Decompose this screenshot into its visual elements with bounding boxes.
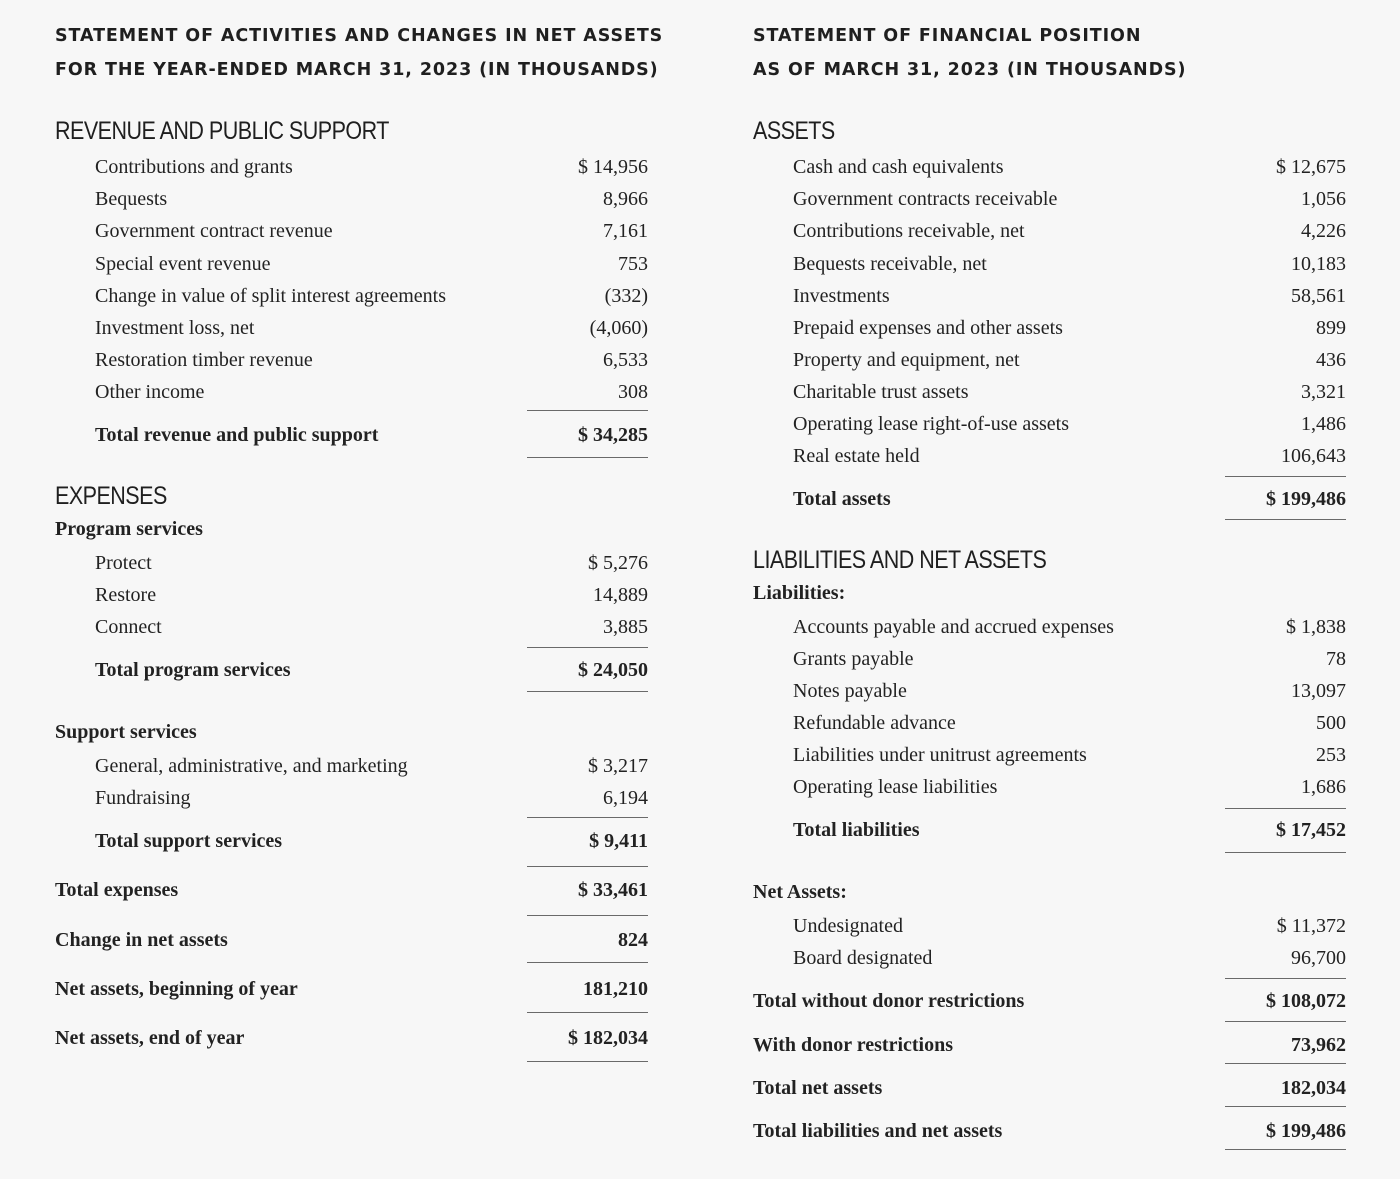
- support-row: [55, 784, 648, 812]
- revenue-amount: 8,966: [603, 188, 648, 210]
- change-net-assets-row: [55, 926, 648, 954]
- total-liab-net-amount: $ 199,486: [1266, 1120, 1346, 1142]
- activities-title-line2: FOR THE YEAR-ENDED MARCH 31, 2023 (IN THOUSANDS): [55, 60, 659, 80]
- rule: [527, 457, 648, 458]
- total-program-label: Total program services: [95, 659, 291, 681]
- net-asset-row: [753, 912, 1346, 940]
- asset-amount: 10,183: [1291, 253, 1346, 275]
- liability-label: Operating lease liabilities: [793, 776, 998, 798]
- asset-amount: 1,486: [1301, 413, 1346, 435]
- rule: [1225, 1063, 1346, 1064]
- rule: [1225, 978, 1346, 979]
- liability-row: [753, 773, 1346, 801]
- activities-title-line1: STATEMENT OF ACTIVITIES AND CHANGES IN NET ASSETS: [55, 26, 664, 46]
- revenue-row: [55, 250, 648, 278]
- total-without-donor-label: Total without donor restrictions: [753, 990, 1025, 1012]
- revenue-amount: 753: [618, 253, 648, 275]
- position-title-line2: AS OF MARCH 31, 2023 (IN THOUSANDS): [753, 60, 1187, 80]
- total-support-label: Total support services: [95, 830, 283, 852]
- asset-amount: 1,056: [1301, 188, 1346, 210]
- revenue-label: Change in value of split interest agreements: [95, 285, 447, 307]
- change-net-assets-amount: 824: [618, 929, 648, 951]
- asset-label: Contributions receivable, net: [793, 220, 1025, 242]
- support-amount: 6,194: [603, 787, 648, 809]
- liability-amount: $ 1,838: [1286, 616, 1346, 638]
- position-title-line1: STATEMENT OF FINANCIAL POSITION: [753, 26, 1142, 46]
- total-assets-label: Total assets: [793, 488, 891, 510]
- asset-label: Real estate held: [793, 445, 920, 467]
- total-revenue-row: [55, 421, 648, 449]
- total-liabilities-row: [753, 816, 1346, 844]
- total-without-donor-row: [753, 987, 1346, 1015]
- asset-row: [753, 410, 1346, 438]
- revenue-label: Government contract revenue: [95, 220, 333, 242]
- liability-row: [753, 741, 1346, 769]
- net-asset-amount: $ 11,372: [1276, 915, 1346, 937]
- revenue-row: [55, 282, 648, 310]
- rule: [527, 817, 648, 818]
- revenue-row: [55, 185, 648, 213]
- asset-label: Prepaid expenses and other assets: [793, 317, 1063, 339]
- support-label: General, administrative, and marketing: [95, 755, 408, 777]
- asset-label: Investments: [793, 285, 890, 307]
- total-revenue-amount: $ 34,285: [578, 424, 648, 446]
- revenue-label: Other income: [95, 381, 205, 403]
- support-label: Fundraising: [95, 787, 191, 809]
- revenue-heading: REVENUE AND PUBLIC SUPPORT: [55, 117, 389, 145]
- asset-row: [753, 442, 1346, 470]
- program-row: [55, 549, 648, 577]
- assets-heading: ASSETS: [753, 117, 835, 145]
- net-assets-begin-amount: 181,210: [583, 978, 648, 1000]
- revenue-label: Investment loss, net: [95, 317, 255, 339]
- liability-row: [753, 645, 1346, 673]
- net-assets-end-label: Net assets, end of year: [55, 1027, 245, 1049]
- program-label: Connect: [95, 616, 162, 638]
- asset-row: [753, 346, 1346, 374]
- total-support-row: [55, 827, 648, 855]
- asset-amount: 106,643: [1281, 445, 1346, 467]
- asset-amount: 4,226: [1301, 220, 1346, 242]
- rule: [527, 866, 648, 867]
- asset-row: [753, 185, 1346, 213]
- net-asset-row: [753, 944, 1346, 972]
- with-donor-label: With donor restrictions: [753, 1034, 954, 1056]
- revenue-amount: 7,161: [603, 220, 648, 242]
- with-donor-row: [753, 1031, 1346, 1059]
- support-services-heading: Support services: [55, 721, 197, 743]
- liability-row: [753, 613, 1346, 641]
- total-liabilities-amount: $ 17,452: [1276, 819, 1346, 841]
- total-net-assets-label: Total net assets: [753, 1077, 883, 1099]
- liability-label: Refundable advance: [793, 712, 956, 734]
- total-program-row: [55, 656, 648, 684]
- liabilities-net-assets-heading: LIABILITIES AND NET ASSETS: [753, 546, 1047, 574]
- rule: [1225, 476, 1346, 477]
- total-expenses-row: [55, 876, 648, 904]
- rule: [527, 962, 648, 963]
- net-asset-label: Undesignated: [793, 915, 903, 937]
- change-net-assets-label: Change in net assets: [55, 929, 228, 951]
- expenses-heading: EXPENSES: [55, 482, 167, 510]
- asset-label: Cash and cash equivalents: [793, 156, 1004, 178]
- program-amount: $ 5,276: [588, 552, 648, 574]
- liability-row: [753, 709, 1346, 737]
- total-liab-net-row: [753, 1117, 1346, 1145]
- liability-amount: 500: [1316, 712, 1346, 734]
- total-net-assets-row: [753, 1074, 1346, 1102]
- rule: [1225, 1106, 1346, 1107]
- support-row: [55, 752, 648, 780]
- asset-label: Bequests receivable, net: [793, 253, 987, 275]
- total-without-donor-amount: $ 108,072: [1266, 990, 1346, 1012]
- rule: [1225, 519, 1346, 520]
- liability-amount: 78: [1326, 648, 1346, 670]
- total-program-amount: $ 24,050: [578, 659, 648, 681]
- revenue-amount: 308: [618, 381, 648, 403]
- net-asset-amount: 96,700: [1291, 947, 1346, 969]
- asset-row: [753, 153, 1346, 181]
- total-liabilities-label: Total liabilities: [793, 819, 920, 841]
- net-assets-begin-row: [55, 975, 648, 1003]
- liability-label: Liabilities under unitrust agreements: [793, 744, 1087, 766]
- net-assets-end-row: [55, 1024, 648, 1052]
- rule: [527, 915, 648, 916]
- asset-row: [753, 378, 1346, 406]
- total-revenue-label: Total revenue and public support: [95, 424, 379, 446]
- revenue-row: [55, 346, 648, 374]
- net-assets-heading: Net Assets:: [753, 881, 847, 903]
- revenue-label: Restoration timber revenue: [95, 349, 313, 371]
- total-expenses-amount: $ 33,461: [578, 879, 648, 901]
- liability-amount: 1,686: [1301, 776, 1346, 798]
- total-assets-row: [753, 485, 1346, 513]
- asset-row: [753, 250, 1346, 278]
- rule: [1225, 1021, 1346, 1022]
- program-label: Restore: [95, 584, 157, 606]
- asset-amount: 3,321: [1301, 381, 1346, 403]
- revenue-label: Special event revenue: [95, 253, 271, 275]
- program-label: Protect: [95, 552, 152, 574]
- revenue-label: Bequests: [95, 188, 168, 210]
- liabilities-heading: Liabilities:: [753, 582, 846, 604]
- total-support-amount: $ 9,411: [589, 830, 648, 852]
- net-assets-end-amount: $ 182,034: [568, 1027, 648, 1049]
- liability-amount: 253: [1316, 744, 1346, 766]
- rule: [1225, 852, 1346, 853]
- rule: [527, 691, 648, 692]
- revenue-row: [55, 378, 648, 406]
- revenue-amount: (4,060): [589, 317, 648, 339]
- rule: [1225, 808, 1346, 809]
- asset-label: Charitable trust assets: [793, 381, 969, 403]
- liability-row: [753, 677, 1346, 705]
- total-expenses-label: Total expenses: [55, 879, 179, 901]
- asset-row: [753, 314, 1346, 342]
- with-donor-amount: 73,962: [1291, 1034, 1346, 1056]
- liability-label: Accounts payable and accrued expenses: [793, 616, 1114, 638]
- revenue-label: Contributions and grants: [95, 156, 293, 178]
- asset-amount: 436: [1316, 349, 1346, 371]
- rule: [527, 647, 648, 648]
- net-assets-begin-label: Net assets, beginning of year: [55, 978, 298, 1000]
- rule: [527, 1061, 648, 1062]
- asset-amount: 899: [1316, 317, 1346, 339]
- total-liab-net-label: Total liabilities and net assets: [753, 1120, 1003, 1142]
- asset-amount: $ 12,675: [1276, 156, 1346, 178]
- asset-row: [753, 282, 1346, 310]
- asset-amount: 58,561: [1291, 285, 1346, 307]
- program-row: [55, 613, 648, 641]
- rule: [1225, 1149, 1346, 1150]
- revenue-row: [55, 217, 648, 245]
- support-amount: $ 3,217: [588, 755, 648, 777]
- revenue-amount: $ 14,956: [578, 156, 648, 178]
- asset-label: Government contracts receivable: [793, 188, 1058, 210]
- net-asset-label: Board designated: [793, 947, 933, 969]
- revenue-row: [55, 314, 648, 342]
- asset-label: Operating lease right-of-use assets: [793, 413, 1070, 435]
- liability-label: Grants payable: [793, 648, 914, 670]
- program-amount: 14,889: [593, 584, 648, 606]
- liability-label: Notes payable: [793, 680, 907, 702]
- rule: [527, 410, 648, 411]
- liability-amount: 13,097: [1291, 680, 1346, 702]
- rule: [527, 1012, 648, 1013]
- total-net-assets-amount: 182,034: [1281, 1077, 1346, 1099]
- asset-label: Property and equipment, net: [793, 349, 1020, 371]
- program-amount: 3,885: [603, 616, 648, 638]
- program-services-heading: Program services: [55, 518, 203, 540]
- revenue-amount: (332): [604, 285, 648, 307]
- asset-row: [753, 217, 1346, 245]
- program-row: [55, 581, 648, 609]
- total-assets-amount: $ 199,486: [1266, 488, 1346, 510]
- revenue-row: [55, 153, 648, 181]
- revenue-amount: 6,533: [603, 349, 648, 371]
